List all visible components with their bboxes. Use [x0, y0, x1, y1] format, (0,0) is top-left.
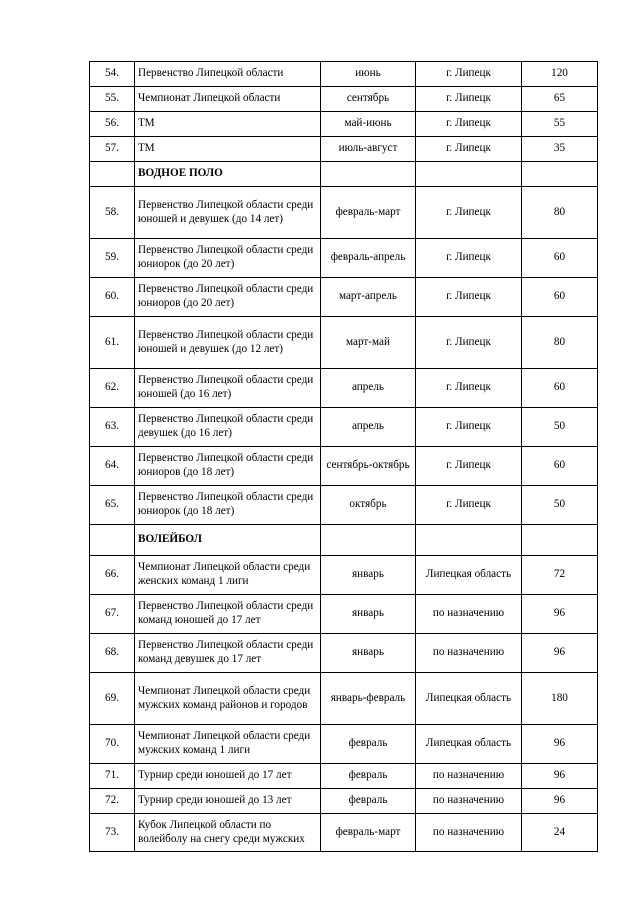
event-period: февраль-апрель [321, 239, 416, 278]
row-number: 64. [90, 447, 135, 486]
table-row [90, 87, 598, 112]
table-row [90, 447, 598, 486]
event-period: январь-февраль [321, 673, 416, 725]
participant-count: 72 [522, 556, 598, 595]
table-row [90, 486, 598, 525]
participant-count: 96 [522, 725, 598, 764]
event-period: февраль-март [321, 814, 416, 852]
event-name: ТМ [135, 137, 321, 162]
section-title: ВОДНОЕ ПОЛО [135, 162, 321, 187]
event-name: Первенство Липецкой области среди юниоров (до 20 лет) [135, 278, 321, 317]
section-title: ВОЛЕЙБОЛ [135, 525, 321, 556]
event-period: сентябрь [321, 87, 416, 112]
table-row [90, 239, 598, 278]
participant-count: 35 [522, 137, 598, 162]
participant-count: 60 [522, 369, 598, 408]
participant-count [522, 162, 598, 187]
row-number: 73. [90, 814, 135, 852]
event-place: г. Липецк [416, 408, 522, 447]
row-number: 56. [90, 112, 135, 137]
event-name: ТМ [135, 112, 321, 137]
event-period: март-май [321, 317, 416, 369]
table-row [90, 634, 598, 673]
event-place: г. Липецк [416, 447, 522, 486]
row-number: 69. [90, 673, 135, 725]
row-number: 66. [90, 556, 135, 595]
table-row [90, 112, 598, 137]
table-row [90, 62, 598, 87]
table-row [90, 673, 598, 725]
participant-count: 65 [522, 87, 598, 112]
participant-count: 24 [522, 814, 598, 852]
participant-count: 55 [522, 112, 598, 137]
table-row [90, 369, 598, 408]
row-number: 55. [90, 87, 135, 112]
event-name: Первенство Липецкой области среди юниорок (до 18 лет) [135, 486, 321, 525]
event-period: сентябрь-октябрь [321, 447, 416, 486]
table-row [90, 187, 598, 239]
event-period: апрель [321, 369, 416, 408]
participant-count: 60 [522, 447, 598, 486]
event-place: по назначению [416, 634, 522, 673]
event-period: февраль-март [321, 187, 416, 239]
row-number: 61. [90, 317, 135, 369]
event-place: г. Липецк [416, 239, 522, 278]
row-number: 63. [90, 408, 135, 447]
event-name: Первенство Липецкой области среди девушек (до 16 лет) [135, 408, 321, 447]
event-place: г. Липецк [416, 317, 522, 369]
row-number: 60. [90, 278, 135, 317]
event-period: март-апрель [321, 278, 416, 317]
participant-count: 96 [522, 764, 598, 789]
event-period: январь [321, 556, 416, 595]
event-place: г. Липецк [416, 486, 522, 525]
event-place: г. Липецк [416, 62, 522, 87]
event-place: по назначению [416, 764, 522, 789]
event-name: Турнир среди юношей до 17 лет [135, 764, 321, 789]
participant-count: 80 [522, 317, 598, 369]
event-period: февраль [321, 764, 416, 789]
event-name: Чемпионат Липецкой области среди мужских команд 1 лиги [135, 725, 321, 764]
participant-count [522, 525, 598, 556]
section-row [90, 525, 598, 556]
event-place: Липецкая область [416, 673, 522, 725]
event-name: Первенство Липецкой области среди команд девушек до 17 лет [135, 634, 321, 673]
participant-count: 96 [522, 634, 598, 673]
row-number [90, 162, 135, 187]
participant-count: 180 [522, 673, 598, 725]
participant-count: 96 [522, 789, 598, 814]
participant-count: 80 [522, 187, 598, 239]
participant-count: 60 [522, 278, 598, 317]
row-number: 71. [90, 764, 135, 789]
row-number: 54. [90, 62, 135, 87]
event-period: январь [321, 634, 416, 673]
event-name: Чемпионат Липецкой области среди женских команд 1 лиги [135, 556, 321, 595]
event-name: Кубок Липецкой области по волейболу на снегу среди мужских [135, 814, 321, 852]
event-name: Первенство Липецкой области среди юношей и девушек (до 12 лет) [135, 317, 321, 369]
event-place: г. Липецк [416, 137, 522, 162]
event-place: г. Липецк [416, 87, 522, 112]
row-number: 57. [90, 137, 135, 162]
event-period [321, 162, 416, 187]
table-row [90, 764, 598, 789]
row-number: 59. [90, 239, 135, 278]
table-row [90, 789, 598, 814]
event-period: январь [321, 595, 416, 634]
row-number: 70. [90, 725, 135, 764]
row-number: 72. [90, 789, 135, 814]
table-row [90, 317, 598, 369]
row-number [90, 525, 135, 556]
table-row [90, 137, 598, 162]
event-period [321, 525, 416, 556]
event-period: октябрь [321, 486, 416, 525]
event-name: Чемпионат Липецкой области среди мужских команд районов и городов [135, 673, 321, 725]
event-place: Липецкая область [416, 725, 522, 764]
event-period: апрель [321, 408, 416, 447]
event-name: Первенство Липецкой области среди юниорок (до 20 лет) [135, 239, 321, 278]
table-row [90, 595, 598, 634]
event-name: Турнир среди юношей до 13 лет [135, 789, 321, 814]
section-row [90, 162, 598, 187]
event-name: Чемпионат Липецкой области [135, 87, 321, 112]
table-row [90, 814, 598, 852]
event-place: г. Липецк [416, 278, 522, 317]
event-period: февраль [321, 725, 416, 764]
table-row [90, 556, 598, 595]
event-name: Первенство Липецкой области [135, 62, 321, 87]
event-name: Первенство Липецкой области среди юношей (до 16 лет) [135, 369, 321, 408]
event-place [416, 525, 522, 556]
participant-count: 120 [522, 62, 598, 87]
table-row [90, 725, 598, 764]
row-number: 68. [90, 634, 135, 673]
event-period: февраль [321, 789, 416, 814]
event-place: Липецкая область [416, 556, 522, 595]
event-period: май-июнь [321, 112, 416, 137]
participant-count: 50 [522, 486, 598, 525]
events-table [89, 61, 598, 852]
participant-count: 50 [522, 408, 598, 447]
event-period: июнь [321, 62, 416, 87]
table-row [90, 408, 598, 447]
event-name: Первенство Липецкой области среди юношей и девушек (до 14 лет) [135, 187, 321, 239]
participant-count: 60 [522, 239, 598, 278]
event-name: Первенство Липецкой области среди команд юношей до 17 лет [135, 595, 321, 634]
event-period: июль-август [321, 137, 416, 162]
event-name: Первенство Липецкой области среди юниоров (до 18 лет) [135, 447, 321, 486]
event-place: г. Липецк [416, 112, 522, 137]
events-table-body [90, 62, 598, 852]
row-number: 65. [90, 486, 135, 525]
participant-count: 96 [522, 595, 598, 634]
table-row [90, 278, 598, 317]
event-place: по назначению [416, 595, 522, 634]
event-place: г. Липецк [416, 187, 522, 239]
row-number: 67. [90, 595, 135, 634]
event-place: по назначению [416, 789, 522, 814]
event-place: по назначению [416, 814, 522, 852]
event-place [416, 162, 522, 187]
row-number: 58. [90, 187, 135, 239]
event-place: г. Липецк [416, 369, 522, 408]
row-number: 62. [90, 369, 135, 408]
